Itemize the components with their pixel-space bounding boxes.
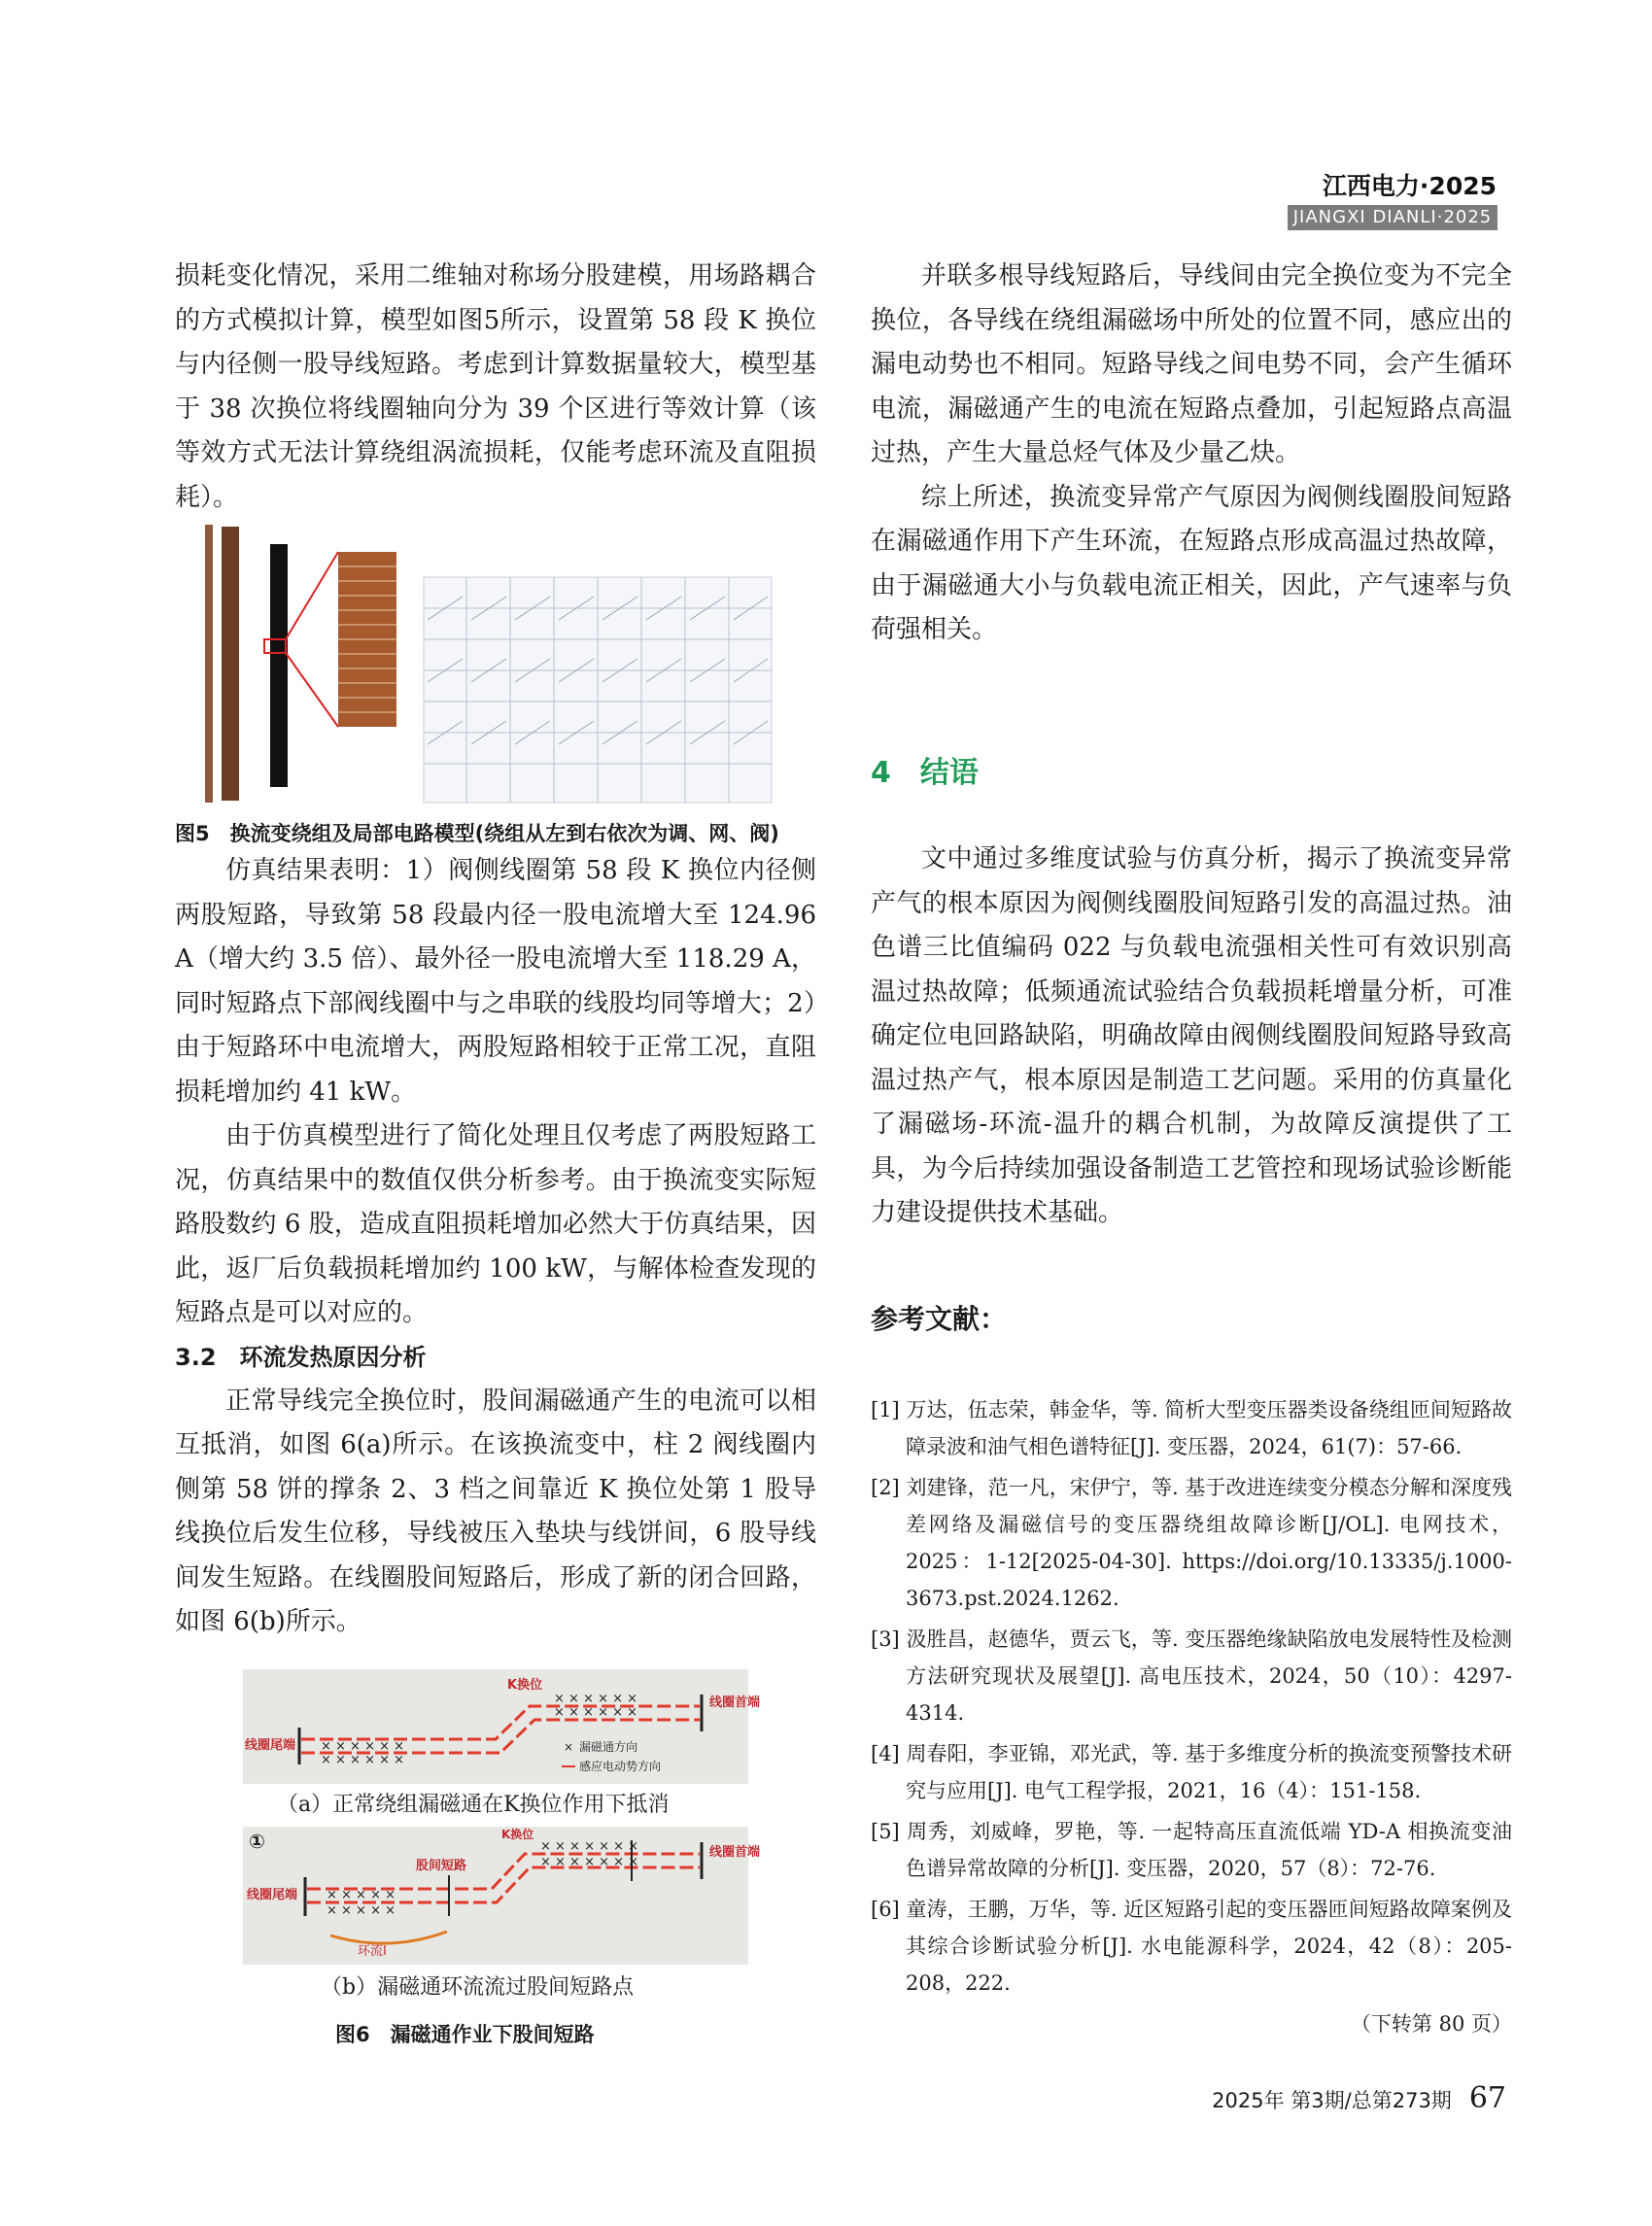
references-heading: 参考文献：: [871, 1303, 1008, 1335]
paragraph: 并联多根导线短路后，导线间由完全换位变为不完全换位，各导线在绕组漏磁场中所处的位置不同，感应出的漏电动势也不相同。短路导线之间电势不同，会产生循环电流，漏磁通产生的电流在短路点叠加，引起短路点高温过热，产生大量总烃气体及少量乙炔。: [871, 261, 1512, 467]
circle-number: ①: [249, 1830, 265, 1853]
paragraph: 文中通过多维度试验与仿真分析，揭示了换流变异常产气的根本原因为阀侧线圈股间短路引发的高温过热。油色谱三比值编码 022 与负载电流强相关性可有效识别高温过热故障；低频通流试验结合负载损耗增量分析，可准确定位电回路缺陷，明确故障由阀侧线圈股间短路导致高温过热产气，根本原因是制造工艺问题。采用的仿真量化了漏磁场-环流-温升的耦合机制，为故障反演提供了工具，为今后持续加强设备制造工艺管控和现场试验诊断能力建设提供技术基础。: [871, 844, 1512, 1227]
svg-text:× × × × × ×: × × × × × ×: [554, 1692, 638, 1706]
figure-5-image: [175, 523, 777, 805]
figure-6b: [243, 1827, 761, 1965]
k-label: K换位: [507, 1678, 543, 1693]
figure-5-caption: 图5 换流变绕组及局部电路模型(绕组从左到右依次为调、网、阀): [175, 822, 779, 845]
page-footer: [1212, 2081, 1506, 2115]
svg-text:× × × × × × ×: × × × × × × ×: [540, 1839, 639, 1854]
figure-6a-caption: （a）正常绕组漏磁通在K换位作用下抵消: [277, 1793, 670, 1817]
tail-label: 线圈尾端: [247, 1888, 298, 1902]
paragraph: 正常导线完全换位时，股间漏磁通产生的电流可以相互抵消，如图 6(a)所示。在该换流变中，柱 2 阀线圈内侧第 58 饼的撑条 2、3 档之间靠近 K 换位处第 1 股导线换位后发生位移，导线被压入垫块与线饼间，6 股导线间发生短路。在线圈股间短路后，形成了新的闭合回路，如图 6(b)所示。: [175, 1386, 816, 1636]
right-column-top: [871, 255, 1512, 653]
legend-emf: 感应电动势方向: [579, 1760, 662, 1773]
references-list: [871, 1391, 1512, 2042]
figure-6-caption: 图6 漏磁通作业下股间短路: [335, 2023, 595, 2046]
figure-6a: [243, 1669, 761, 1784]
tail-label: 线圈尾端: [245, 1738, 296, 1753]
svg-text:× × × × × ×: × × × × × ×: [321, 1739, 405, 1754]
paragraph: 综上所述，换流变异常产气原因为阀侧线圈股间短路在漏磁通作用下产生环流，在短路点形成高温过热故障，由于漏磁通大小与负载电流正相关，因此，产气速率与负荷强相关。: [871, 482, 1512, 644]
reference-item: [4] 周春阳，李亚锦，邓光武，等. 基于多维度分析的换流变预警技术研究与应用[J]. 电气工程学报，2021，16（4）：151-158.: [871, 1742, 1512, 1802]
right-column-conclusion: [871, 838, 1512, 1236]
paragraph: 仿真结果表明：1）阀侧线圈第 58 段 K 换位内径侧两股短路，导致第 58 段最内径一股电流增大至 124.96 A（增大约 3.5 倍）、最外径一股电流增大至 118.29 A，同时短路点下部阀线圈中与之串联的线股均同等增大；2）由于短路环中电流增大，两股短路相较于正常工况，直阻损耗增加约 41 kW。: [175, 856, 816, 1107]
figure-5: [175, 523, 777, 805]
section-3-2-heading: 3.2 环流发热原因分析: [175, 1343, 427, 1371]
svg-text:× × × × ×: × × × × ×: [327, 1888, 396, 1902]
head-label: 线圈首端: [709, 1845, 761, 1860]
left-column-top: [175, 255, 816, 520]
reference-item: [6] 童涛，王鹏，万华，等. 近区短路引起的变压器匝间短路故障案例及其综合诊断试验分析[J]. 水电能源科学，2024，42（8）：205-208，222.: [871, 1898, 1512, 1995]
section-4-heading: 4 结语: [871, 756, 979, 790]
paragraph: 由于仿真模型进行了简化处理且仅考虑了两股短路工况，仿真结果中的数值仅供分析参考。由于换流变实际短路股数约 6 股，造成直阻损耗增加必然大于仿真结果，因此，返厂后负载损耗增加约 100 kW，与解体检查发现的短路点是可以对应的。: [175, 1121, 816, 1327]
reference-item: [3] 汲胜昌，赵德华，贾云飞，等. 变压器绝缘缺陷放电发展特性及检测方法研究现状及展望[J]. 高电压技术，2024，50（10）：4297-4314.: [871, 1627, 1512, 1725]
page-number: 67: [1468, 2081, 1506, 2115]
svg-text:×: ×: [564, 1740, 574, 1754]
legend-flux: 漏磁通方向: [579, 1740, 638, 1754]
head-label: 线圈首端: [709, 1695, 761, 1710]
left-column-middle: [175, 849, 816, 1645]
journal-title: 江西电力·2025: [1322, 172, 1497, 200]
journal-subtitle-band: JIANGXI DIANLI·2025: [1288, 205, 1497, 230]
svg-text:× × × × ×: × × × × ×: [327, 1903, 396, 1918]
svg-text:× × × × × × ×: × × × × × × ×: [540, 1855, 639, 1869]
svg-text:× × × × × ×: × × × × × ×: [554, 1705, 638, 1720]
k-label: K换位: [501, 1828, 534, 1841]
reference-item: [1] 万达，伍志荣，韩金华，等. 简析大型变压器类设备绕组匝间短路故障录波和油气相色谱特征[J]. 变压器，2024，61(7)：57-66.: [871, 1398, 1512, 1458]
short-label: 股间短路: [416, 1859, 467, 1873]
paragraph: 损耗变化情况，采用二维轴对称场分股建模，用场路耦合的方式模拟计算，模型如图5所示，设置第 58 段 K 换位与内径侧一股导线短路。考虑到计算数据量较大，模型基于 38 次换位将线圈轴向分为 39 个区进行等效计算（该等效方式无法计算绕组涡流损耗，仅能考虑环流及直阻损耗）。: [175, 261, 816, 512]
figure-6b-caption: （b）漏磁通环流流过股间短路点: [321, 1975, 635, 2000]
reference-item: [5] 周秀，刘威峰，罗艳，等. 一起特高压直流低端 YD-A 相换流变油色谱异常故障的分析[J]. 变压器，2020，57（8）：72-76.: [871, 1820, 1512, 1880]
continued-note: （下转第 80 页）: [1350, 2012, 1512, 2036]
svg-text:× × × × × ×: × × × × × ×: [321, 1753, 405, 1767]
reference-item: [2] 刘建锋，范一凡，宋伊宁，等. 基于改进连续变分模态分解和深度残差网络及漏磁信号的变压器绕组故障诊断[J/OL]. 电网技术，2025：1-12[2025-04-30]. https://doi.org/10.13335/j.1000-3673.pst.2024.1262.: [871, 1476, 1512, 1610]
issue-info: 2025年 第3期/总第273期: [1212, 2089, 1452, 2112]
loop-label: 环流I: [358, 1944, 387, 1959]
